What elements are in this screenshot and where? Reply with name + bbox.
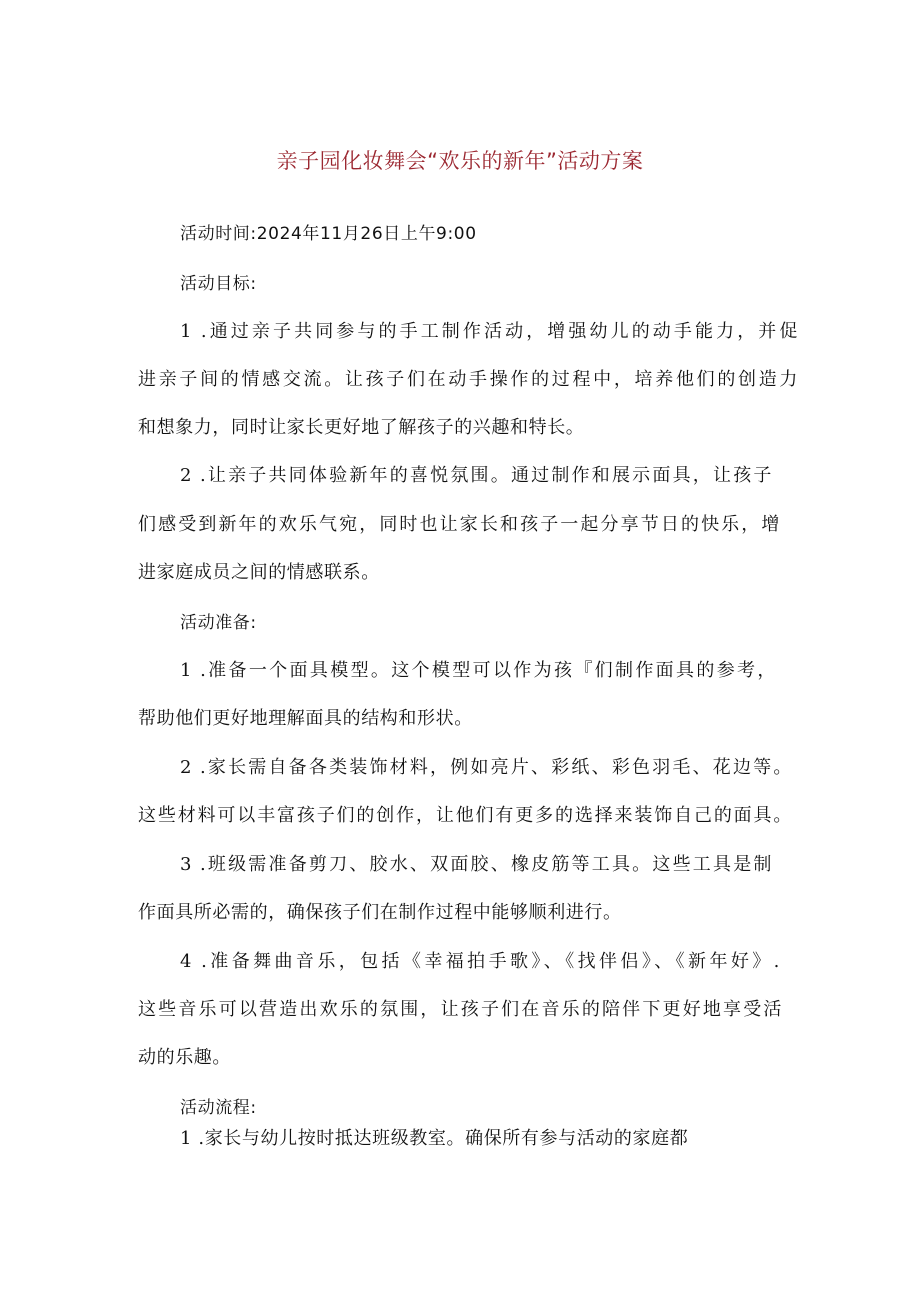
paragraph-line: 1 .准备一个面具模型。这个模型可以作为孩『们制作面具的参考，: [180, 660, 776, 681]
paragraph-line: 2 .家长需自备各类装饰材料，例如亮片、彩纸、彩色羽毛、花边等。: [180, 757, 792, 778]
paragraph-line: 进亲子间的情感交流。让孩子们在动手操作的过程中，培养他们的创造力: [138, 369, 798, 390]
activity-time-label: 活动时间:: [180, 224, 257, 244]
paragraph-line: 4 .准备舞曲音乐，包括《幸福拍手歌》、《找伴侣》、《新年好》.: [180, 951, 780, 972]
section-heading-process: 活动流程:: [180, 1098, 257, 1118]
activity-time: [180, 222, 840, 246]
paragraph-line: 1 .通过亲子共同参与的手工制作活动，增强幼儿的动手能力，并促: [180, 321, 798, 342]
paragraph-line: 3 .班级需准备剪刀、胶水、双面胶、橡皮筋等工具。这些工具是制: [180, 854, 772, 875]
paragraph-line: 进家庭成员之间的情感联系。: [138, 562, 380, 583]
paragraph-line: 帮助他们更好地理解面具的结构和形状。: [138, 708, 473, 729]
paragraph-line: 这些材料可以丰富孩子们的创作，让他们有更多的选择来装饰自己的面具。: [138, 805, 792, 826]
paragraph-line: 这些音乐可以营造出欢乐的氛围，让孩子们在音乐的陪伴下更好地享受活: [138, 999, 782, 1020]
paragraph-line: 2 .让亲子共同体验新年的喜悦氛围。通过制作和展示面具，让孩子: [180, 465, 772, 486]
document-title: 亲子园化妆舞会“欢乐的新年”活动方案: [276, 149, 644, 173]
activity-time-value: 2024年11月26日上午9:00: [256, 224, 477, 244]
paragraph-line: 和想象力，同时让家长更好地了解孩子的兴趣和特长。: [138, 417, 585, 438]
paragraph-line: 1 .家长与幼儿按时抵达班级教室。确保所有参与活动的家庭都: [180, 1128, 689, 1149]
paragraph-line: 们感受到新年的欢乐气宛，同时也让家长和孩子一起分享节日的快乐，增: [138, 514, 780, 535]
paragraph-line: 动的乐趣。: [138, 1047, 231, 1068]
section-heading-preparation: 活动准备:: [180, 613, 257, 633]
section-heading-goals: 活动目标:: [180, 274, 257, 294]
paragraph-line: 作面具所必需的，确保孩子们在制作过程中能够顺利进行。: [138, 902, 622, 923]
